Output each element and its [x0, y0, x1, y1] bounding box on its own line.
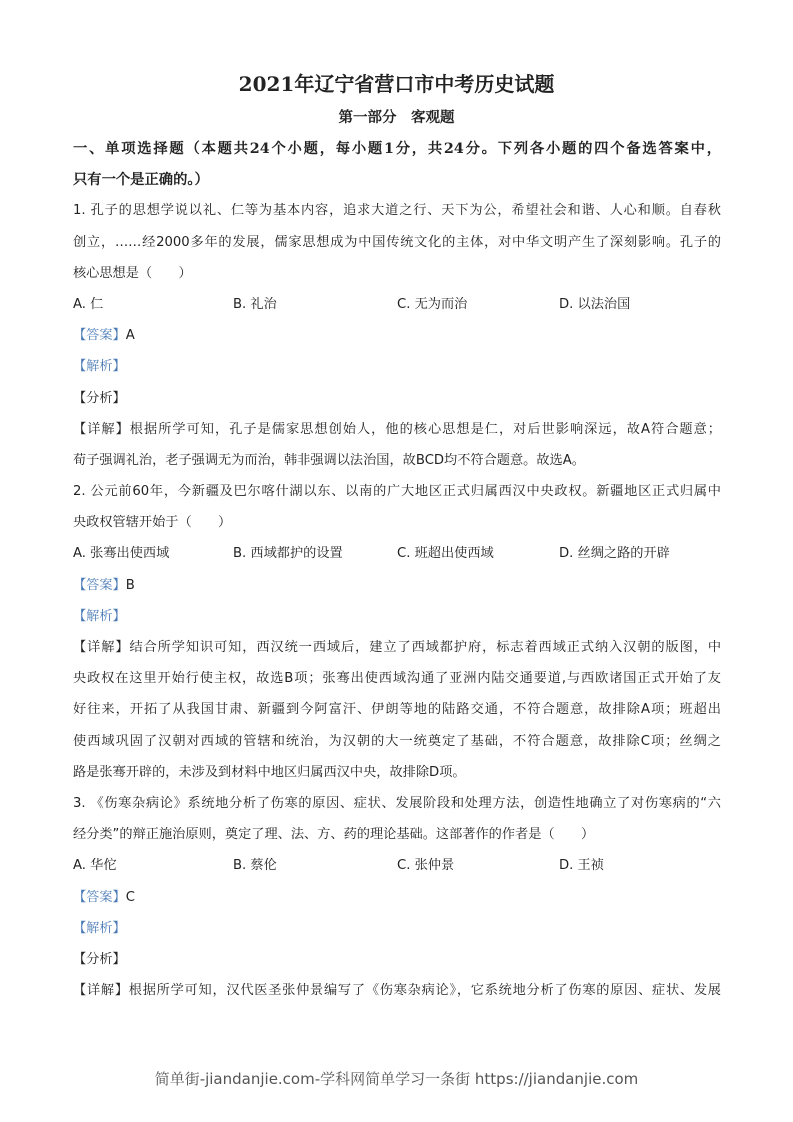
- footer-watermark: 简单街-jiandanjie.com-学科网简单学习一条街 https://jiandanjie.com: [154, 1070, 639, 1088]
- section-heading: 一、单项选择题（本题共24个小题，每小题1分，共24分。下列各小题的四个备选答案中，: [73, 141, 721, 157]
- detail-text: 根据所学可知，汉代医圣张仲景编写了《伤寒杂病论》，它系统地分析了伤寒的原因、症状、发展: [128, 983, 721, 999]
- detail-line: 好往来，开拓了从我国甘肃、新疆到今阿富汗、伊朗等地的陆路交通，不符合题意，故排除A项；班超出: [73, 702, 721, 718]
- detail-line: [73, 636, 721, 667]
- detail-line: [73, 418, 721, 449]
- answer-label: 【答案】: [73, 577, 126, 593]
- fenxi-label: 【分析】: [73, 951, 126, 967]
- question-stem: 3. 《伤寒杂病论》系统地分析了伤寒的原因、症状、发展阶段和处理方法，创造性地确立了对伤寒病的“六: [73, 795, 721, 811]
- answer-label: 【答案】: [73, 328, 126, 344]
- jiexi-label: 【解析】: [73, 359, 126, 375]
- detail-line: 使西域巩固了汉朝对西域的管辖和统治，为汉朝的大一统奠定了基础，不符合题意，故排除C项；丝绸之: [73, 733, 721, 749]
- question-stem: 创立，……经2000多年的发展，儒家思想成为中国传统文化的主体，对中华文明产生了深刻影响。孔子的: [73, 234, 721, 250]
- option-a: A. 仁: [73, 296, 104, 312]
- options-row: [73, 293, 721, 324]
- option-b: B. 西域都护的设置: [233, 546, 343, 562]
- answer-line: [73, 574, 721, 605]
- section-heading: 只有一个是正确的。）: [73, 172, 209, 189]
- option-c: C. 班超出使西域: [397, 546, 494, 562]
- detail-line: 路是张骞开辟的，未涉及到材料中地区归属西汉中央，故排除D项。: [73, 764, 466, 780]
- option-c: C. 张仲景: [397, 858, 455, 874]
- answer-line: [73, 324, 721, 355]
- options-row: [73, 854, 721, 885]
- jiexi-label: 【解析】: [73, 920, 126, 936]
- question-stem: 央政权管辖开始于（ ）: [73, 515, 232, 531]
- question-stem: 2. 公元前60年，今新疆及巴尔喀什湖以东、以南的广大地区正式归属西汉中央政权。新疆地区正式归属中: [73, 484, 721, 500]
- fenxi-label: 【分析】: [73, 390, 126, 406]
- answer-value: B: [125, 577, 135, 593]
- option-d: D. 丝绸之路的开辟: [559, 546, 670, 562]
- option-c: C. 无为而治: [397, 296, 468, 312]
- detail-line: 央政权在这里开始行使主权，故选B项；张骞出使西域沟通了亚洲内陆交通要道,与西欧诸国正式开始了友: [73, 671, 721, 687]
- detail-label: 【详解】: [73, 640, 130, 655]
- question-stem: 经分类”的辩正施治原则，奠定了理、法、方、药的理论基础。这部著作的作者是（ ）: [73, 827, 595, 843]
- option-d: D. 以法治国: [559, 296, 631, 312]
- question-stem: 1. 孔子的思想学说以礼、仁等为基本内容，追求大道之行、天下为公，希望社会和谐、人心和顺。自春秋: [73, 203, 721, 219]
- option-b: B. 礼治: [233, 296, 277, 312]
- option-d: D. 王祯: [559, 858, 604, 874]
- options-row: [73, 542, 721, 573]
- answer-value: C: [125, 889, 135, 905]
- detail-label: 【详解】: [73, 421, 130, 437]
- option-a: A. 张骞出使西域: [73, 546, 170, 562]
- answer-label: 【答案】: [73, 889, 126, 905]
- part-heading: 第一部分 客观题: [338, 109, 455, 126]
- jiexi-label: 【解析】: [73, 608, 126, 624]
- detail-line: [73, 979, 721, 1010]
- detail-text: 结合所学知识可知，西汉统一西域后，建立了西域都护府，标志着西域正式纳入汉朝的版图，中: [129, 640, 721, 655]
- detail-line: 荀子强调礼治，老子强调无为而治，韩非强调以法治国，故BCD均不符合题意。故选A。: [73, 452, 585, 468]
- option-a: A. 华佗: [73, 858, 117, 874]
- question-stem: 核心思想是（ ）: [73, 265, 192, 281]
- detail-text: 根据所学可知，孔子是儒家思想创始人，他的核心思想是仁，对后世影响深远，故A符合题意；: [129, 421, 721, 437]
- document-title: 2021年辽宁省营口市中考历史试题: [238, 72, 555, 96]
- answer-value: A: [125, 328, 135, 344]
- question-2: [73, 480, 721, 792]
- question-3: [73, 792, 721, 1010]
- question-1: [73, 199, 721, 480]
- document-body: [73, 137, 721, 1010]
- detail-label: 【详解】: [73, 983, 129, 999]
- answer-line: [73, 886, 721, 917]
- option-b: B. 蔡伦: [233, 858, 277, 874]
